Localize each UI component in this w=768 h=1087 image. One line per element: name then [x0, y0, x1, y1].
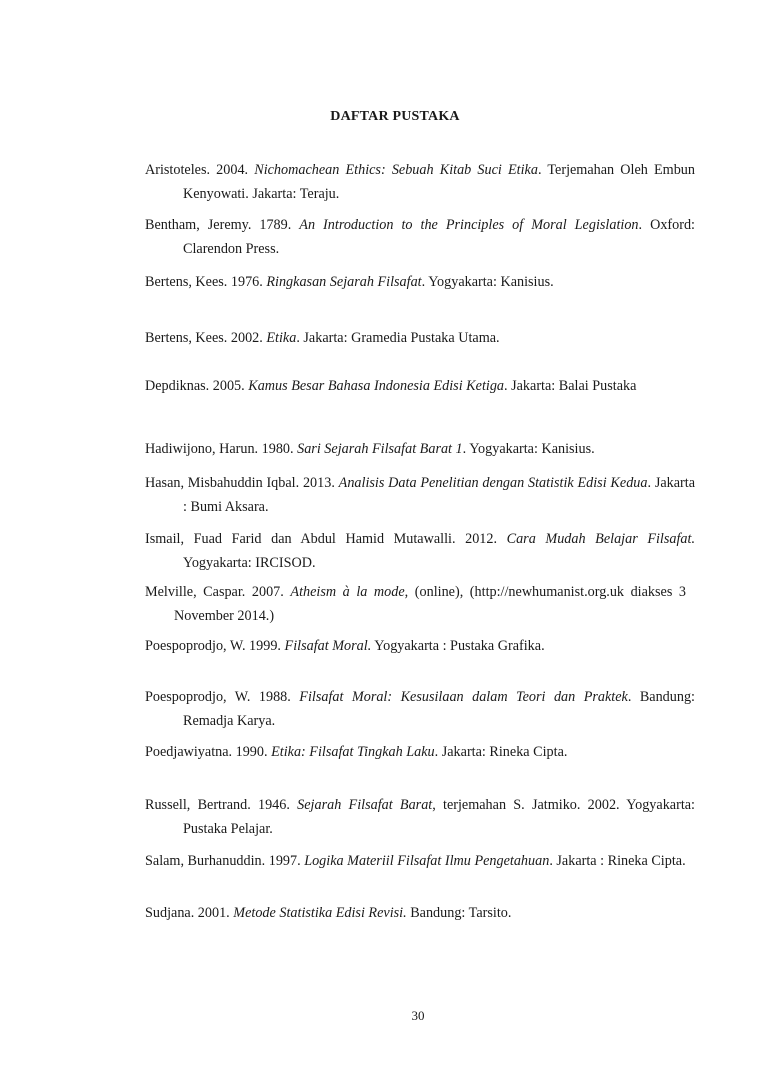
reference-entry: Sudjana. 2001. Metode Statistika Edisi Revisi. Bandung: Tarsito. — [145, 905, 512, 921]
reference-entry: Melville, Caspar. 2007. Atheism à la mode, (online), (http://newhumanist.org.uk diakses 3 November 2014.) — [145, 584, 687, 624]
reference-entry: Depdiknas. 2005. Kamus Besar Bahasa Indonesia Edisi Ketiga. Jakarta: Balai Pustaka — [145, 378, 637, 394]
reference-entry: Poedjawiyatna. 1990. Etika: Filsafat Tingkah Laku. Jakarta: Rineka Cipta. — [145, 744, 568, 760]
reference-entry: Poespoprodjo, W. 1999. Filsafat Moral. Yogyakarta : Pustaka Grafika. — [145, 638, 545, 654]
page-number: 30 — [411, 1008, 425, 1023]
reference-entry: Russell, Bertrand. 1946. Sejarah Filsafat Barat, terjemahan S. Jatmiko. 2002. Yogyakarta: Pustaka Pelajar. — [145, 797, 695, 837]
reference-entry: Bertens, Kees. 2002. Etika. Jakarta: Gramedia Pustaka Utama. — [145, 330, 500, 346]
reference-entry: Aristoteles. 2004. Nichomachean Ethics: Sebuah Kitab Suci Etika. Terjemahan Oleh Embun Kenyowati. Jakarta: Teraju. — [145, 162, 695, 202]
reference-entry: Bentham, Jeremy. 1789. An Introduction to the Principles of Moral Legislation. Oxford: Clarendon Press. — [145, 217, 695, 257]
reference-entry: Bertens, Kees. 1976. Ringkasan Sejarah Filsafat. Yogyakarta: Kanisius. — [145, 274, 554, 290]
reference-entry: Ismail, Fuad Farid dan Abdul Hamid Mutawalli. 2012. Cara Mudah Belajar Filsafat. Yogyakarta: IRCISOD. — [145, 531, 696, 571]
reference-entry: Hasan, Misbahuddin Iqbal. 2013. Analisis Data Penelitian dengan Statistik Edisi Kedua. Jakarta : Bumi Aksara. — [145, 475, 695, 515]
reference-entry: Hadiwijono, Harun. 1980. Sari Sejarah Filsafat Barat 1. Yogyakarta: Kanisius. — [145, 441, 595, 457]
page-title: DAFTAR PUSTAKA — [330, 109, 460, 124]
reference-entry: Salam, Burhanuddin. 1997. Logika Materiil Filsafat Ilmu Pengetahuan. Jakarta : Rineka Cipta. — [145, 853, 686, 869]
reference-entry: Poespoprodjo, W. 1988. Filsafat Moral: Kesusilaan dalam Teori dan Praktek. Bandung: Remadja Karya. — [145, 689, 695, 729]
